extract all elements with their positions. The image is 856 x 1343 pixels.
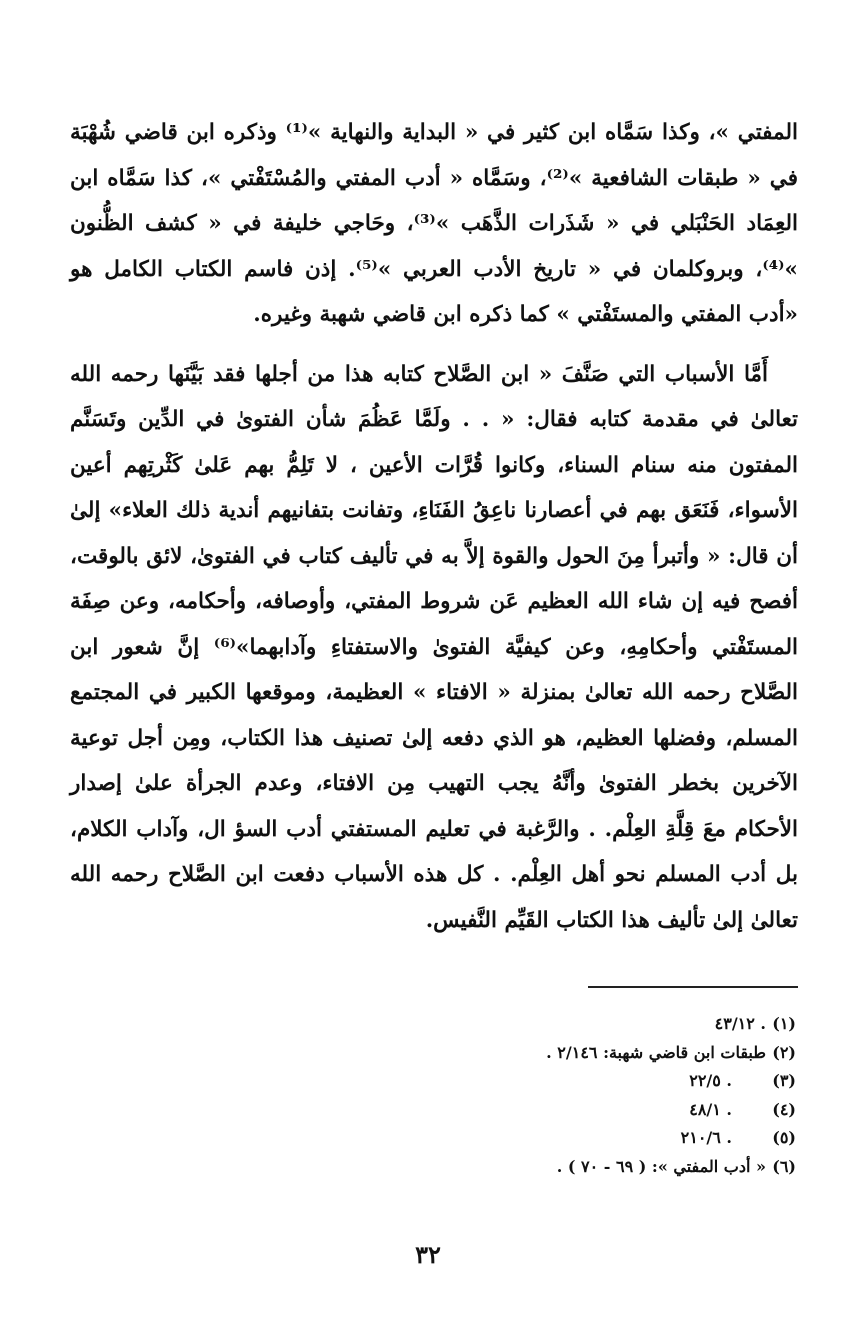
footnote-number: (٦) [772, 1156, 796, 1176]
footnote-text: « أدب المفتي »: ( ٦٩ - ٧٠ ) . [556, 1156, 766, 1176]
footnote-text: . ٢١٠/٦ [680, 1128, 732, 1147]
footnote-text: . ٤٣/١٢ [714, 1014, 766, 1033]
footnote-4 [300, 1096, 796, 1125]
footnote-text: . ٤٨/١ [689, 1099, 732, 1119]
footnote-number: (١) [772, 1014, 796, 1033]
footnote-1 [300, 1010, 796, 1039]
footnote-number: (٣) [772, 1071, 796, 1090]
footnote-number: (٢) [772, 1042, 796, 1062]
footnotes [300, 1010, 796, 1181]
paragraph-book-title: المفتي »، وكذا سَمَّاه ابن كثير في « البداية والنهاية »⁽¹⁾ وذكره ابن قاضي شُهْبَة في « طبقات الشافعية »⁽²⁾، وسَمَّاه « أدب المفتي والمُسْتَفْتي »، كذا سَمَّاه ابن العِمَاد الحَنْبَلي في « شَذَرات الذَّهَب »⁽³⁾، وحَاجي خليفة في « كشف الظُّنون »⁽⁴⁾، وبروكلمان في « تاريخ الأدب العربي »⁽⁵⁾. إذن فاسم الكتاب الكامل هو «أدب المفتي والمستَفْتي » كما ذكره ابن قاضي شهبة وغيره. [70, 120, 799, 327]
footnote-2 [300, 1039, 796, 1068]
page-number: ٣٢ [415, 1240, 441, 1269]
footnote-separator [588, 986, 798, 988]
footnote-6 [300, 1153, 796, 1182]
paragraph-reasons: أَمَّا الأسباب التي صَنَّفَ « ابن الصَّلاح كتابه هذا من أجلها فقد بَيَّنَها رحمه الله تعالىٰ في مقدمة كتابه فقال: « . . ولَمَّا عَظُمَ شأن الفتوىٰ في الدِّين وتَسَنَّم المفتون منه سنام السناء، وكانوا قُرَّات الأعين ، لا تَلِمُّ بهم عَلىٰ كَثْرتِهم أعين الأسواء، فَنَعَق بهم في أعصارنا ناعِقُ الفَنَاءِ، وتفانت بتفانيهم أندية ذلك العلاء» إلىٰ أن قال: « وأتبرأ مِنَ الحول والقوة إلاَّ به في تأليف كتاب في الفتوىٰ، لائق بالوقت، أفصح فيه إن شاء الله العظيم عَن شروط المفتي، وأوصافه، وأحكامه، وعن صِفَة المستَفْتي وأحكامِهِ، وعن كيفيَّة الفتوىٰ والاستفتاءِ وآدابهما»⁽⁶⁾ إنَّ شعور ابن الصَّلاح رحمه الله تعالىٰ بمنزلة « الافتاء » العظيمة، وموقعها الكبير في المجتمع المسلم، وفضلها العظيم، هو الذي دفعه إلىٰ تصنيف هذا الكتاب، ومِن أجل توعية الآخرين بخطر الفتوىٰ وأنَّهُ يجب التهيب مِن الافتاء، وعدم الجرأة علىٰ إصدار الأحكام معَ قِلَّةِ العِلْم. . والرَّغبة في تعليم المستفتي أدب السؤ ال، وآداب الكلام، بل أدب المسلم نحو أهل العِلْم. . كل هذه الأسباب دفعت ابن الصَّلاح رحمه الله تعالىٰ إلىٰ تأليف هذا الكتاب القَيِّم النَّفيس. [70, 361, 798, 933]
footnote-number: (٥) [772, 1128, 796, 1147]
footnote-text: طبقات ابن قاضي شهبة: ٢/١٤٦ . [546, 1042, 766, 1062]
footnote-5 [300, 1124, 796, 1153]
footnote-number: (٤) [772, 1099, 796, 1119]
main-text [70, 110, 798, 943]
footnote-3 [300, 1067, 796, 1096]
footnote-text: . ٢٢/٥ [689, 1071, 732, 1090]
